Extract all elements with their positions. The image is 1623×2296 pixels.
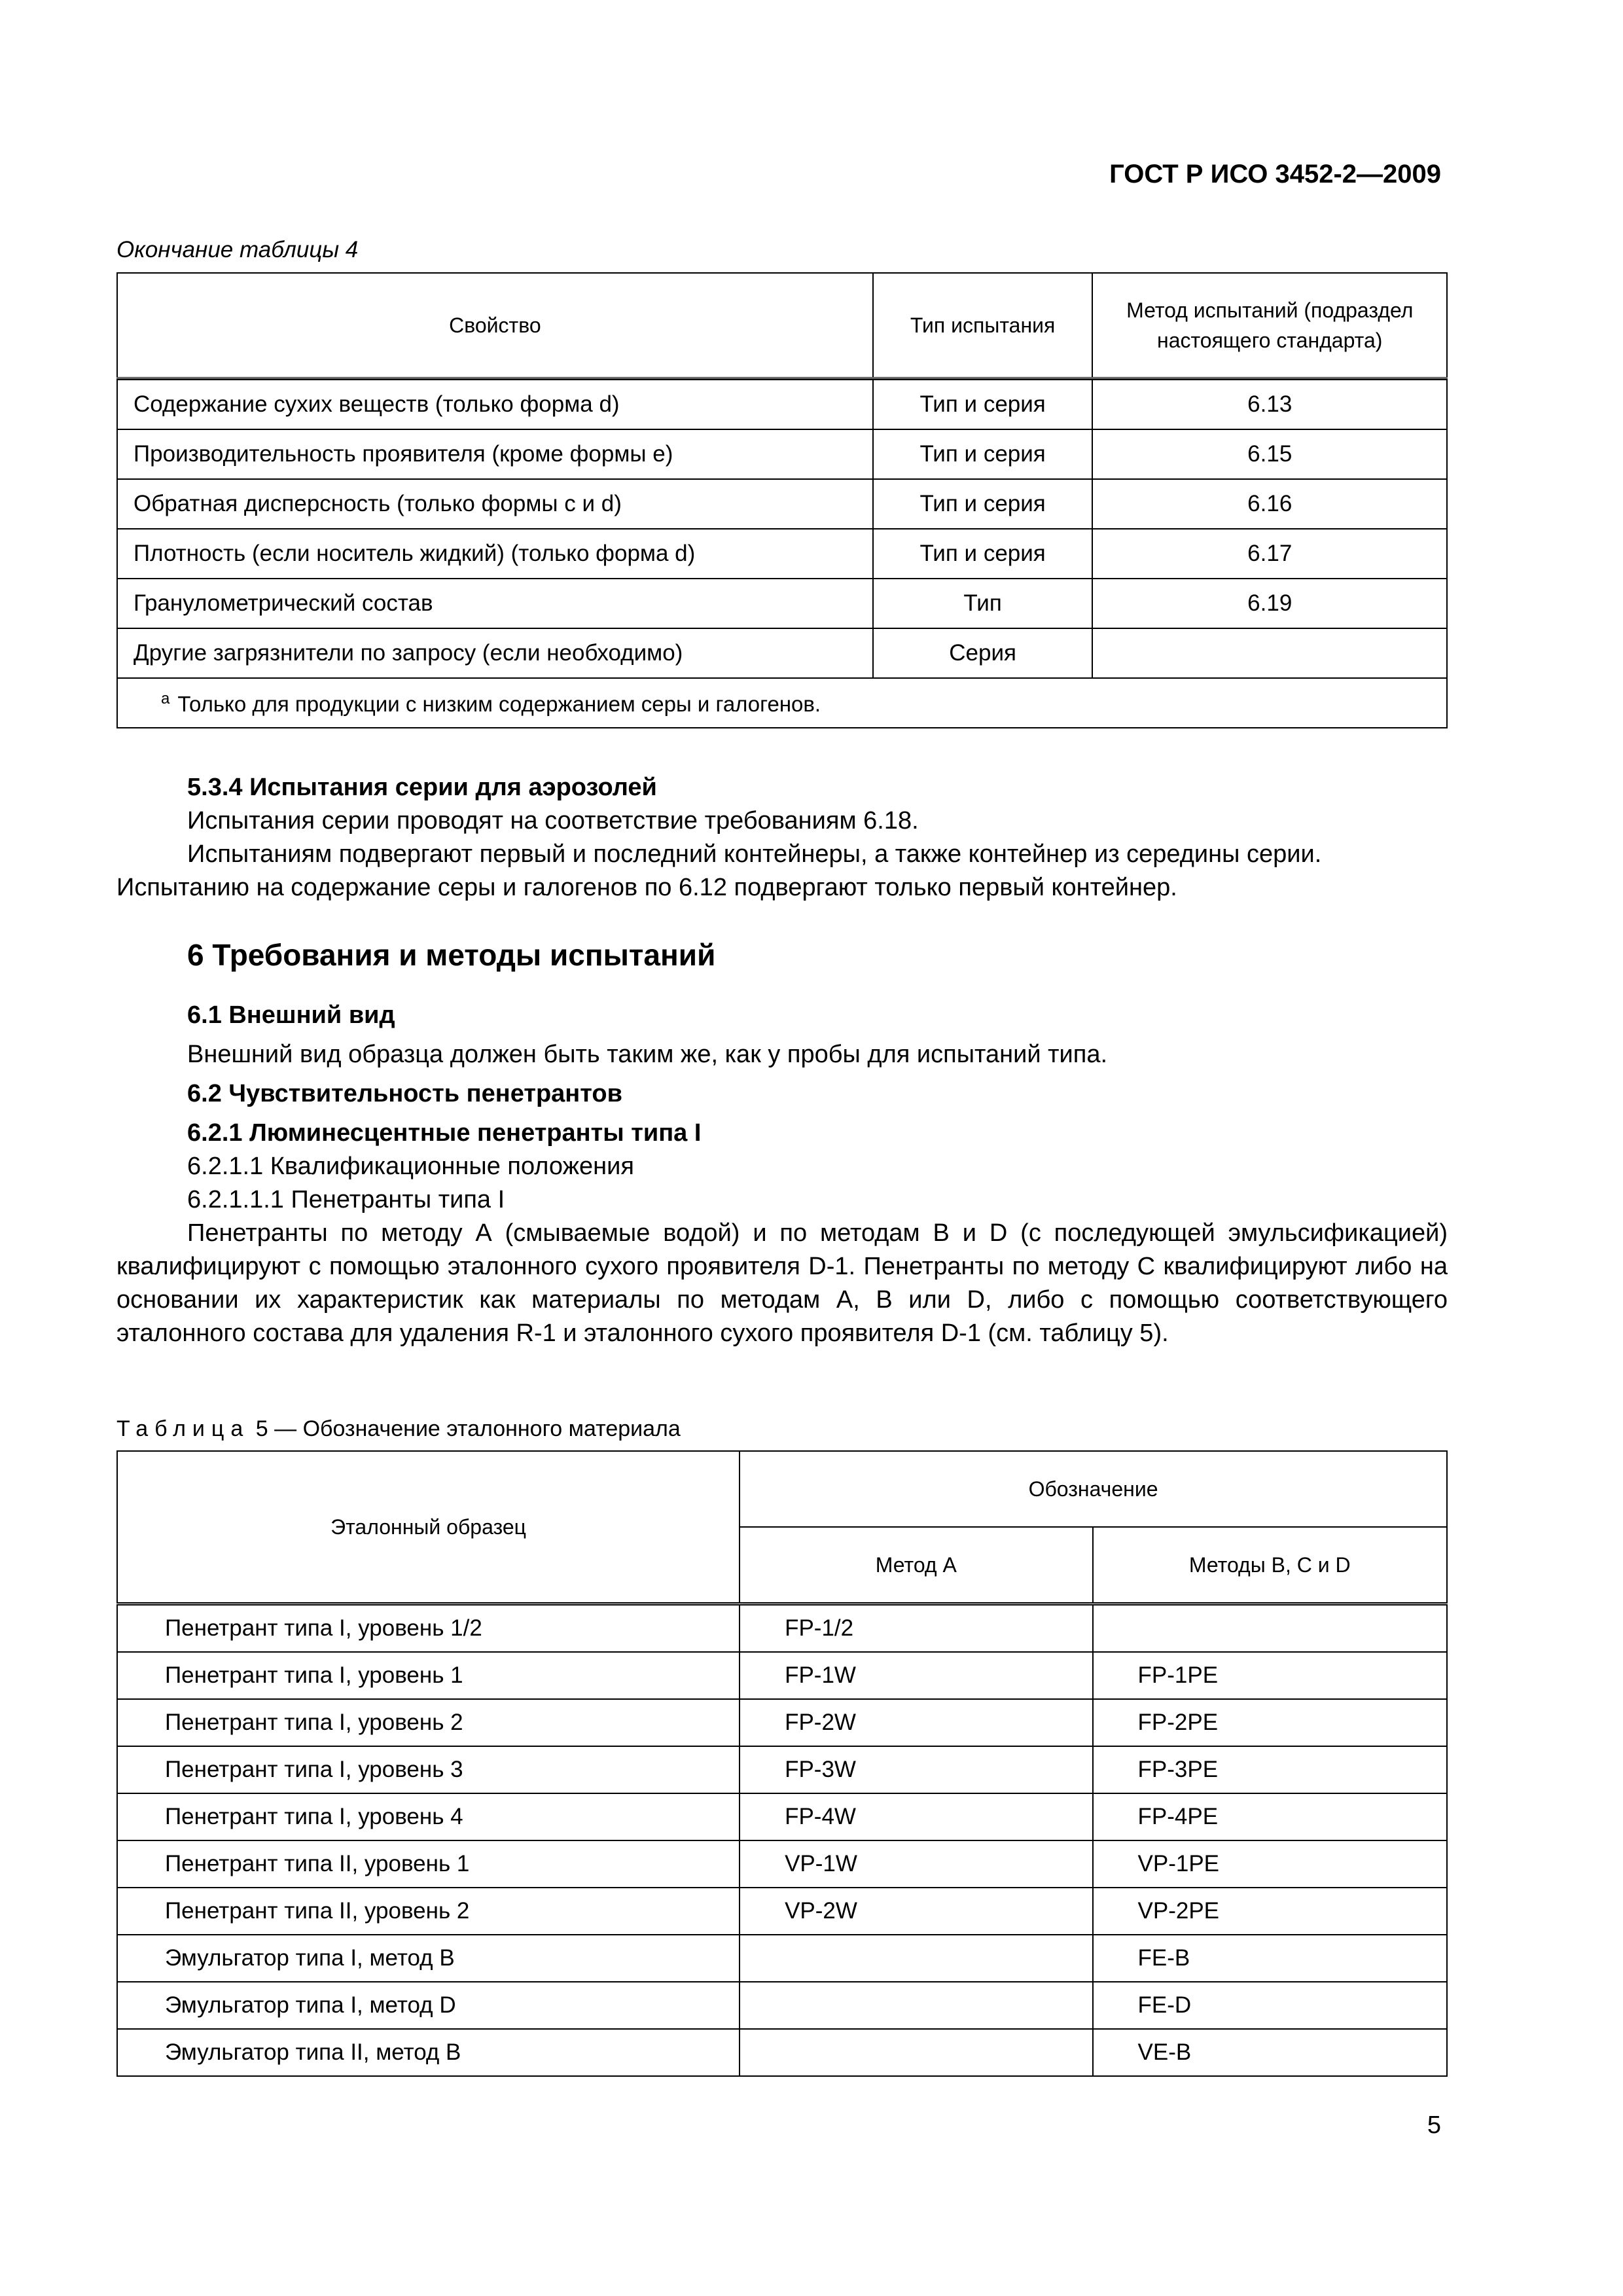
section-6-2-heading: 6.2 Чувствительность пенетрантов: [187, 1080, 622, 1107]
table5-caption: Таблица 5 — Обозначение эталонного материала: [116, 1416, 681, 1441]
table4-cell: Обратная дисперсность (только формы с и d): [117, 479, 873, 529]
section-6-body-paragraph: Пенетранты по методу А (смываемые водой) и по методам В и D (с последующей эмульсификацией) квалифицируют с помощью эталонного сухого проявителя D-1. Пенетранты по методу С квалифицируют либо на основании их характеристик как материалы по методам А, В или D, либо с помощью соответствующего эталонного состава для удаления R-1 и эталонного сухого проявителя D-1 (см. таблицу 5).: [116, 1219, 1448, 1347]
table4-cell: Тип и серия: [873, 429, 1093, 479]
table4-col-test-type: Тип испытания: [873, 273, 1093, 378]
table4-cell: 6.13: [1092, 380, 1447, 429]
table4-cell: 6.15: [1092, 429, 1447, 479]
table4-cell: Гранулометрический состав: [117, 579, 873, 628]
footnote-mark: а: [161, 689, 170, 708]
section-6-2-1-1-1: 6.2.1.1.1 Пенетранты типа I: [187, 1186, 505, 1213]
table5-col-method-a: Метод А: [740, 1527, 1092, 1604]
table5-cell: [740, 1935, 1092, 1982]
table5-cell: Пенетрант типа I, уровень 3: [117, 1746, 740, 1793]
table-row: [117, 579, 1447, 628]
table5-cell: Пенетрант типа I, уровень 4: [117, 1793, 740, 1840]
table5-cell: Пенетрант типа I, уровень 1: [117, 1652, 740, 1699]
table5-cell: FP-4W: [740, 1793, 1092, 1840]
table-row: [117, 1888, 1447, 1935]
table4-cell: Тип и серия: [873, 479, 1093, 529]
table4-cell: 6.16: [1092, 479, 1447, 529]
table5-cell: VP-2PE: [1093, 1888, 1447, 1935]
table5-cell: FP-1PE: [1093, 1652, 1447, 1699]
table4-cell: 6.19: [1092, 579, 1447, 628]
table5-cell: Эмульгатор типа I, метод В: [117, 1935, 740, 1982]
table4-cell: Тип и серия: [873, 380, 1093, 429]
section-5-3-4-p1: Испытания серии проводят на соответствие требованиям 6.18.: [187, 807, 919, 834]
table4-caption: Окончание таблицы 4: [116, 237, 359, 262]
table5-cell: Эмульгатор типа II, метод В: [117, 2029, 740, 2076]
table4-cell: Другие загрязнители по запросу (если необходимо): [117, 628, 873, 678]
table5-cell: Пенетрант типа I, уровень 2: [117, 1699, 740, 1746]
table5-cell: FP-3PE: [1093, 1746, 1447, 1793]
table-row: [117, 1699, 1447, 1746]
table5-col-method-bcd: Методы В, С и D: [1093, 1527, 1447, 1604]
table5-cell: VE-B: [1093, 2029, 1447, 2076]
table4-cell: Производительность проявителя (кроме формы е): [117, 429, 873, 479]
table4-cell: Тип и серия: [873, 529, 1093, 579]
table-row: [117, 380, 1447, 429]
table5-cell: FP-1W: [740, 1652, 1092, 1699]
section-6-2-1-1: 6.2.1.1 Квалификационные положения: [187, 1153, 634, 1180]
table4-col-property: Свойство: [117, 273, 873, 378]
section-5-3-4-heading: 5.3.4 Испытания серии для аэрозолей: [187, 774, 657, 801]
table5-cell: FP-1/2: [740, 1604, 1092, 1653]
table5-cell: [740, 1982, 1092, 2029]
table-row: [117, 1746, 1447, 1793]
document-code-header: ГОСТ Р ИСО 3452-2—2009: [1109, 160, 1441, 188]
table5-cell: FP-2W: [740, 1699, 1092, 1746]
section-6-heading: 6 Требования и методы испытаний: [187, 938, 716, 972]
table4-footnote: [117, 678, 1447, 728]
section-5-3-4-p2a: Испытаниям подвергают первый и последний контейнеры, а также контейнер из середины серии.: [187, 840, 1322, 868]
table4-cell: Тип: [873, 579, 1093, 628]
table4-col-method: Метод испытаний (подраздел настоящего стандарта): [1092, 273, 1447, 378]
table5-col-designation: Обозначение: [740, 1451, 1447, 1527]
footnote-text: Только для продукции с низким содержанием серы и галогенов.: [177, 691, 821, 716]
table5-cell: FP-3W: [740, 1746, 1092, 1793]
table-row: [117, 628, 1447, 678]
section-6-2-1-heading: 6.2.1 Люминесцентные пенетранты типа I: [187, 1119, 702, 1147]
table-5: [116, 1450, 1448, 2077]
table-row: [117, 479, 1447, 529]
table5-cell: FP-4PE: [1093, 1793, 1447, 1840]
table-row: [117, 1840, 1447, 1888]
table5-cell: VP-2W: [740, 1888, 1092, 1935]
table-row: [117, 1982, 1447, 2029]
page-number: 5: [1427, 2111, 1441, 2139]
table4-footnote-row: [117, 678, 1447, 728]
table4-cell: 6.17: [1092, 529, 1447, 579]
table4-header-row: [117, 273, 1447, 378]
table4-cell: Содержание сухих веществ (только форма d): [117, 380, 873, 429]
table5-cell: Пенетрант типа II, уровень 2: [117, 1888, 740, 1935]
table-row: [117, 529, 1447, 579]
table5-cell: [1093, 1604, 1447, 1653]
table5-cell: VP-1PE: [1093, 1840, 1447, 1888]
table5-col-sample: Эталонный образец: [117, 1451, 740, 1604]
table4-cell: Серия: [873, 628, 1093, 678]
table-row: [117, 1935, 1447, 1982]
table5-cell: FP-2PE: [1093, 1699, 1447, 1746]
table5-cell: Пенетрант типа II, уровень 1: [117, 1840, 740, 1888]
table5-cell: FE-B: [1093, 1935, 1447, 1982]
section-6-1-text: Внешний вид образца должен быть таким же, как у пробы для испытаний типа.: [187, 1041, 1108, 1068]
table-row: [117, 1604, 1447, 1653]
table5-cell: FE-D: [1093, 1982, 1447, 2029]
table-row: [117, 429, 1447, 479]
table5-cell: Эмульгатор типа I, метод D: [117, 1982, 740, 2029]
table4-cell: Плотность (если носитель жидкий) (только форма d): [117, 529, 873, 579]
table4-cell: [1092, 628, 1447, 678]
table5-cell: VP-1W: [740, 1840, 1092, 1888]
section-5-3-4-p2b: Испытанию на содержание серы и галогенов по 6.12 подвергают только первый контейнер.: [116, 874, 1177, 901]
table-row: [117, 1793, 1447, 1840]
section-6-1-heading: 6.1 Внешний вид: [187, 1001, 395, 1029]
table5-cell: [740, 2029, 1092, 2076]
table-row: [117, 1652, 1447, 1699]
table5-cell: Пенетрант типа I, уровень 1/2: [117, 1604, 740, 1653]
table-row: [117, 2029, 1447, 2076]
table-4: [116, 272, 1448, 728]
table5-header-row-1: [117, 1451, 1447, 1527]
